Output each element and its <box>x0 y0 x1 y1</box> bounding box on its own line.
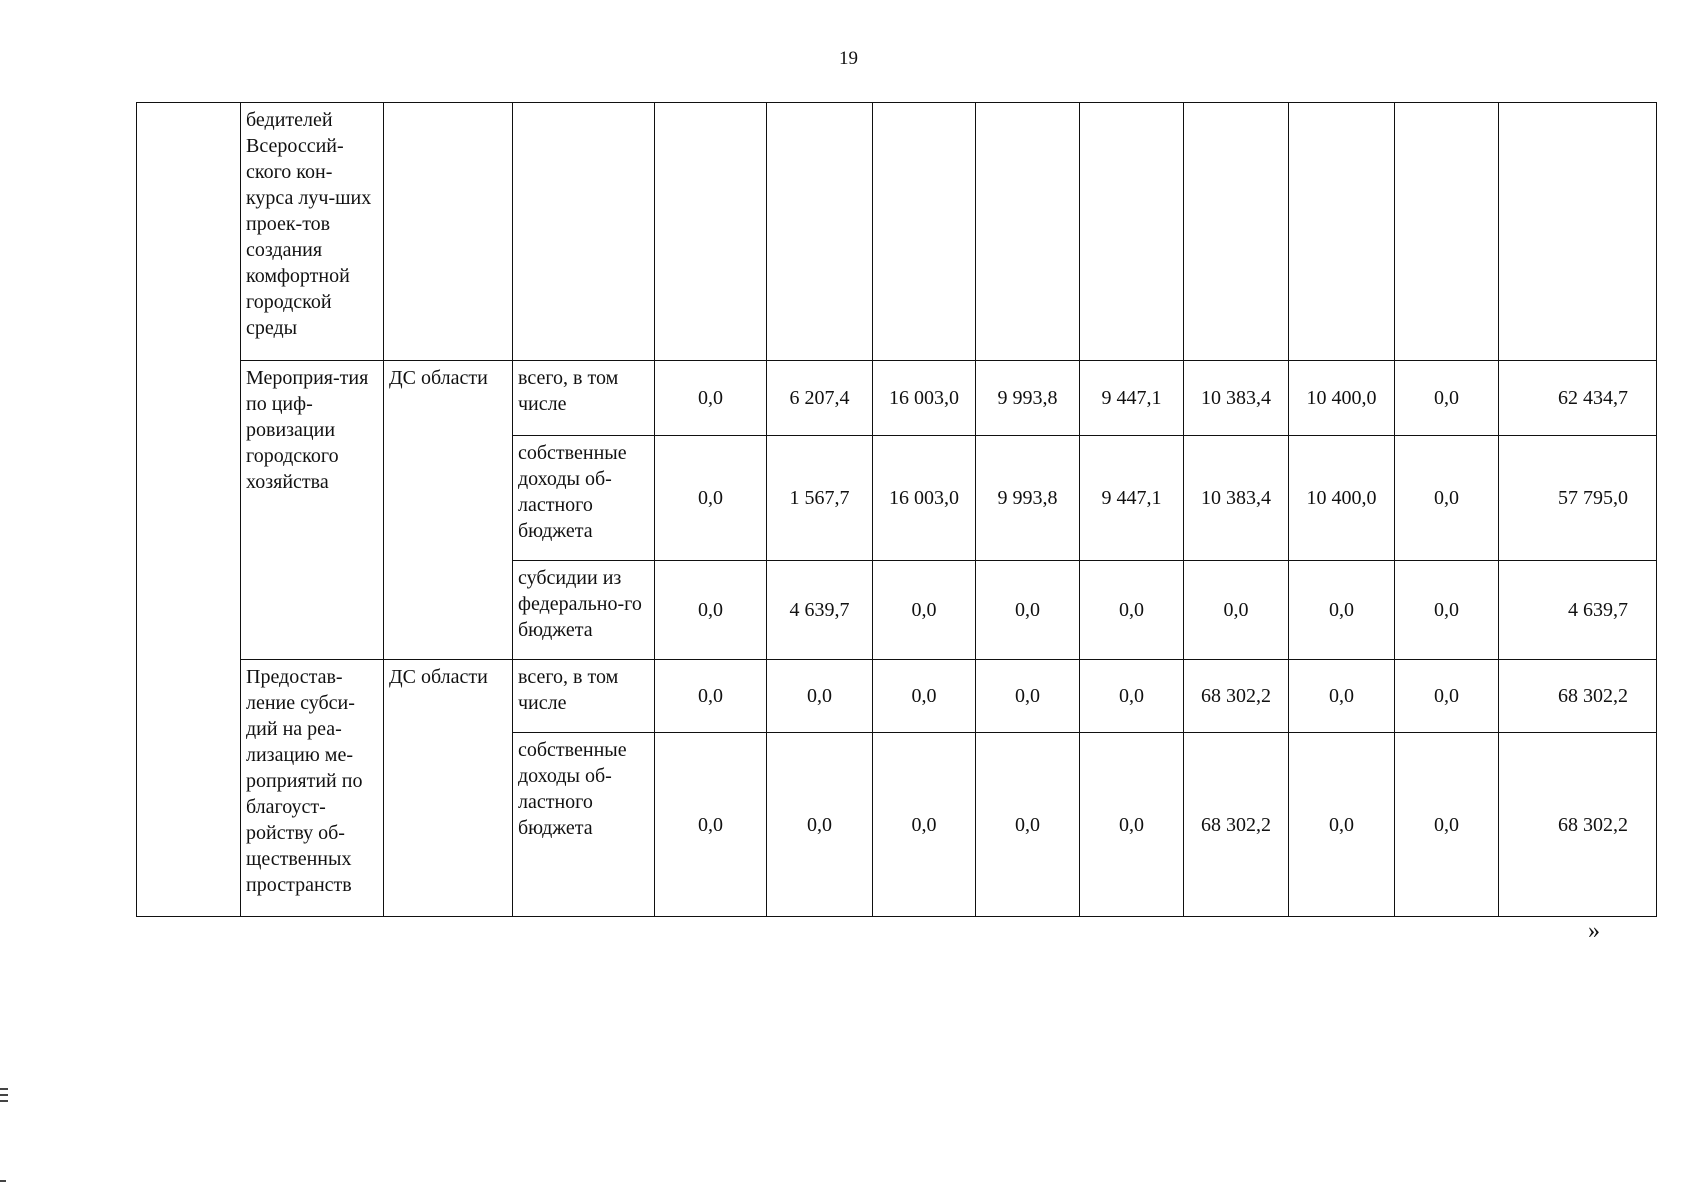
source-cell: всего, в том числе <box>513 660 655 733</box>
value-cell: 0,0 <box>1289 561 1395 660</box>
value-cell: 9 993,8 <box>976 436 1080 561</box>
closing-quote: » <box>1588 918 1600 944</box>
value-cell: 9 447,1 <box>1080 436 1184 561</box>
value-cell: 0,0 <box>1289 660 1395 733</box>
total-cell: 68 302,2 <box>1499 660 1657 733</box>
table-row <box>137 103 1657 361</box>
value-cell <box>1289 103 1395 361</box>
executor-cell: ДС области <box>384 660 513 917</box>
value-cell: 10 400,0 <box>1289 361 1395 436</box>
value-cell: 0,0 <box>976 660 1080 733</box>
value-cell: 0,0 <box>873 561 976 660</box>
value-cell: 0,0 <box>976 733 1080 917</box>
value-cell: 0,0 <box>1289 733 1395 917</box>
scan-edge-mark <box>0 1088 8 1090</box>
value-cell: 0,0 <box>1080 561 1184 660</box>
source-cell: всего, в том числе <box>513 361 655 436</box>
value-cell: 0,0 <box>655 436 767 561</box>
value-cell: 0,0 <box>1395 660 1499 733</box>
value-cell: 0,0 <box>767 660 873 733</box>
value-cell: 16 003,0 <box>873 361 976 436</box>
value-cell: 10 400,0 <box>1289 436 1395 561</box>
value-cell: 0,0 <box>1080 733 1184 917</box>
total-cell: 68 302,2 <box>1499 733 1657 917</box>
value-cell: 0,0 <box>976 561 1080 660</box>
scan-edge-mark <box>0 1100 8 1102</box>
event-name-cell: бедителей Всероссий-ского кон-курса луч-ших проек-тов создания комфортной городской среды <box>241 103 384 361</box>
value-cell <box>873 103 976 361</box>
total-cell: 4 639,7 <box>1499 561 1657 660</box>
source-cell <box>513 103 655 361</box>
value-cell: 0,0 <box>655 361 767 436</box>
budget-table <box>136 102 1657 917</box>
value-cell <box>655 103 767 361</box>
executor-cell: ДС области <box>384 361 513 660</box>
value-cell <box>976 103 1080 361</box>
value-cell: 4 639,7 <box>767 561 873 660</box>
value-cell <box>767 103 873 361</box>
number-cell <box>137 103 241 917</box>
value-cell <box>1080 103 1184 361</box>
value-cell: 16 003,0 <box>873 436 976 561</box>
total-cell: 57 795,0 <box>1499 436 1657 561</box>
value-cell: 0,0 <box>1395 733 1499 917</box>
value-cell: 0,0 <box>1395 361 1499 436</box>
value-cell: 0,0 <box>1395 436 1499 561</box>
event-name-cell: Мероприя-тия по циф-ровизации городского хозяйства <box>241 361 384 660</box>
value-cell: 68 302,2 <box>1184 660 1289 733</box>
value-cell: 0,0 <box>655 660 767 733</box>
executor-cell <box>384 103 513 361</box>
scan-edge-mark <box>0 1180 6 1182</box>
table-row <box>137 361 1657 436</box>
value-cell: 9 447,1 <box>1080 361 1184 436</box>
value-cell <box>1395 103 1499 361</box>
value-cell: 0,0 <box>655 733 767 917</box>
value-cell: 6 207,4 <box>767 361 873 436</box>
value-cell <box>1184 103 1289 361</box>
value-cell: 0,0 <box>873 660 976 733</box>
scan-edge-mark <box>0 1094 8 1096</box>
value-cell: 0,0 <box>1184 561 1289 660</box>
value-cell: 0,0 <box>873 733 976 917</box>
event-name-cell: Предостав-ление субси-дий на реа-лизацию ме-роприятий по благоуст-ройству об-щественных пространств <box>241 660 384 917</box>
source-cell: собственные доходы об-ластного бюджета <box>513 436 655 561</box>
page-number: 19 <box>839 48 858 69</box>
value-cell: 1 567,7 <box>767 436 873 561</box>
source-cell: собственные доходы об-ластного бюджета <box>513 733 655 917</box>
value-cell: 9 993,8 <box>976 361 1080 436</box>
table-row <box>137 660 1657 733</box>
value-cell <box>1499 103 1657 361</box>
value-cell: 68 302,2 <box>1184 733 1289 917</box>
source-cell: субсидии из федерально-го бюджета <box>513 561 655 660</box>
value-cell: 0,0 <box>767 733 873 917</box>
value-cell: 10 383,4 <box>1184 436 1289 561</box>
value-cell: 10 383,4 <box>1184 361 1289 436</box>
value-cell: 0,0 <box>1395 561 1499 660</box>
total-cell: 62 434,7 <box>1499 361 1657 436</box>
value-cell: 0,0 <box>655 561 767 660</box>
value-cell: 0,0 <box>1080 660 1184 733</box>
